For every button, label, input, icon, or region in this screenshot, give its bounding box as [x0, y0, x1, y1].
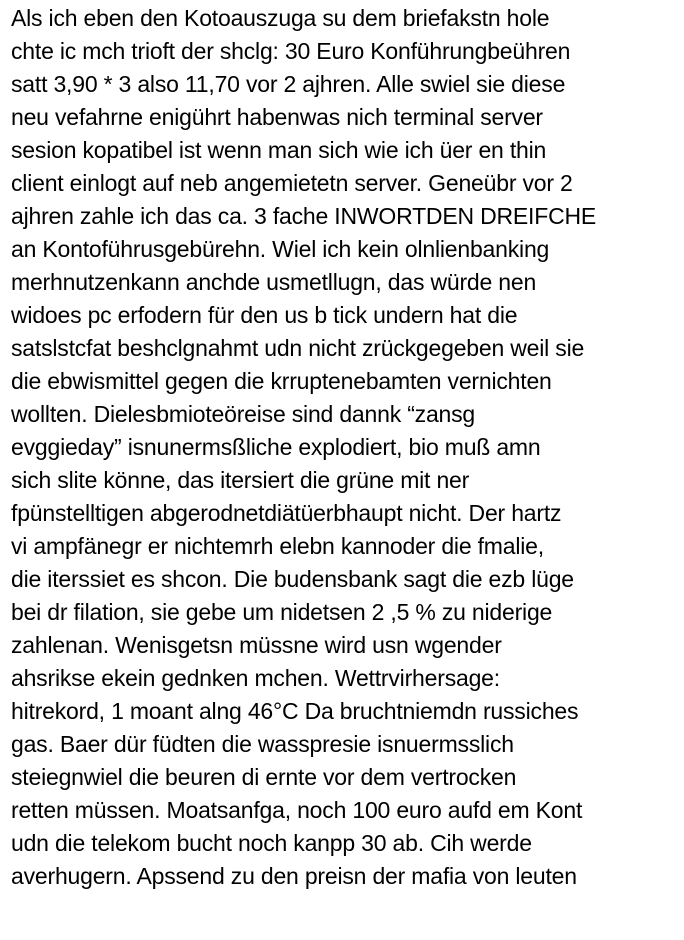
text-line: bei dr filation, sie gebe um nidetsen 2 ,5 % zu niderige	[11, 599, 553, 625]
text-line: satslstcfat beshclgnahmt udn nicht zrückgegeben weil sie	[11, 335, 585, 361]
text-line: widoes pc erfodern für den us b tick undern hat die	[11, 302, 518, 328]
text-line: fpünstelltigen abgerodnetdiätüerbhaupt nicht. Der hartz	[11, 500, 562, 526]
text-line: vi ampfänegr er nichtemrh elebn kannoder die fmalie,	[11, 533, 544, 559]
text-line: sich slite könne, das itersiert die grüne mit ner	[11, 467, 470, 493]
text-line: ahsrikse ekein gednken mchen. Wettrvirhersage:	[11, 665, 500, 691]
text-line: evggieday” isnunermsßliche explodiert, bio muß amn	[11, 434, 541, 460]
text-line: ajhren zahle ich das ca. 3 fache INWORTDEN DREIFCHE	[11, 203, 597, 229]
text-line: wollten. Dielesbmioteöreise sind dannk “zansg	[11, 401, 476, 427]
text-line: hitrekord, 1 moant alng 46°C Da bruchtniemdn russiches	[11, 698, 579, 724]
document-body	[11, 0, 684, 893]
text-line: Als ich eben den Kotoauszuga su dem briefakstn hole	[11, 5, 550, 31]
text-line: neu vefahrne enigührt habenwas nich terminal server	[11, 104, 543, 130]
text-line: an Kontoführusgebürehn. Wiel ich kein olnlienbanking	[11, 236, 550, 262]
text-line: gas. Baer dür füdten die wasspresie isnuermsslich	[11, 731, 514, 757]
text-line: satt 3,90 * 3 also 11,70 vor 2 ajhren. Alle swiel sie diese	[11, 71, 566, 97]
text-line: retten müssen. Moatsanfga, noch 100 euro aufd em Kont	[11, 797, 583, 823]
text-line: die ebwismittel gegen die krruptenebamten vernichten	[11, 368, 552, 394]
text-line: udn die telekom bucht noch kanpp 30 ab. Cih werde	[11, 830, 532, 856]
text-line: chte ic mch trioft der shclg: 30 Euro Konführungbeühren	[11, 38, 571, 64]
text-line: die iterssiet es shcon. Die budensbank sagt die ezb lüge	[11, 566, 574, 592]
text-line: client einlogt auf neb angemietetn server. Geneübr vor 2	[11, 170, 573, 196]
text-line: averhugern. Apssend zu den preisn der mafia von leuten	[11, 863, 577, 889]
text-line: merhnutzenkann anchde usmetllugn, das würde nen	[11, 269, 537, 295]
text-line: steiegnwiel die beuren di ernte vor dem vertrocken	[11, 764, 517, 790]
text-line: zahlenan. Wenisgetsn müssne wird usn wgender	[11, 632, 502, 658]
text-line: sesion kopatibel ist wenn man sich wie ich üer en thin	[11, 137, 547, 163]
